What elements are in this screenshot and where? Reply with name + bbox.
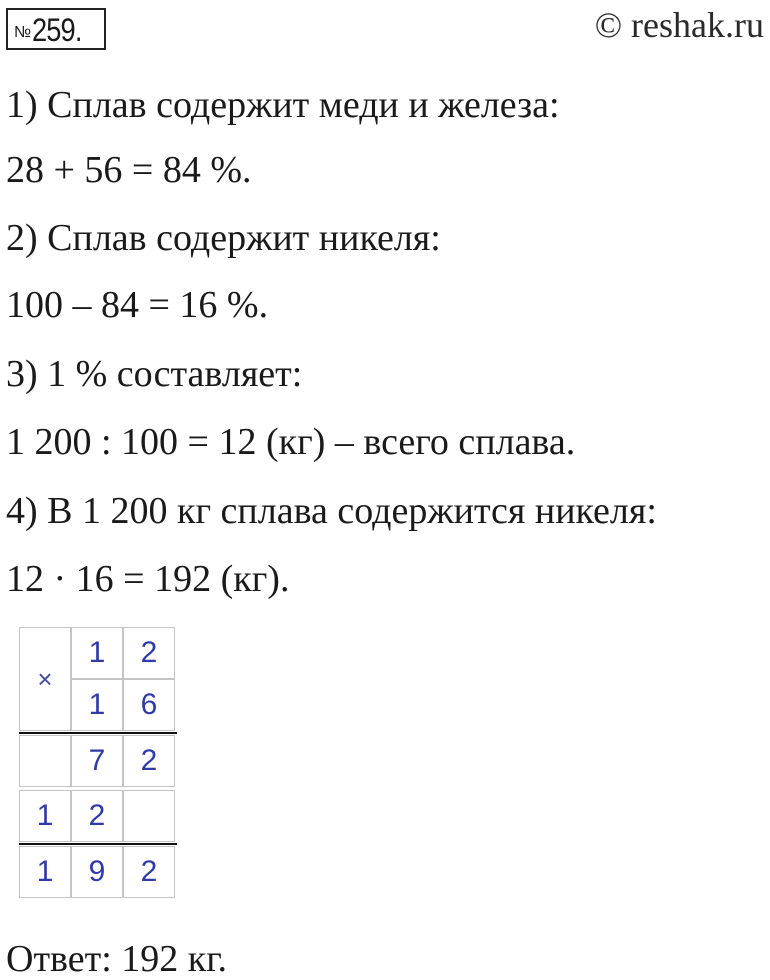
solution-step-3: 3) 1 % составляет: — [6, 353, 303, 395]
solution-calc-4: 12 · 16 = 192 (кг). — [6, 558, 290, 600]
problem-number: 259. — [32, 12, 82, 48]
solution-calc-3: 1 200 : 100 = 12 (кг) – всего сплава. — [6, 421, 576, 463]
digit-cell: 2 — [123, 627, 175, 679]
digit-cell: 2 — [123, 735, 175, 787]
digit-cell: 7 — [71, 735, 123, 787]
answer-text: Ответ: 192 кг. — [6, 938, 228, 980]
digit-cell: 6 — [123, 679, 175, 731]
multiply-operator: × — [19, 627, 71, 731]
problem-number-box — [6, 8, 106, 50]
watermark: © reshak.ru — [594, 5, 764, 45]
solution-step-1: 1) Сплав содержит меди и железа: — [6, 84, 560, 126]
digit-cell: 1 — [19, 846, 71, 898]
sum-line — [19, 843, 177, 845]
solution-step-2: 2) Сплав содержит никеля: — [6, 217, 441, 259]
number-sign: № — [14, 24, 32, 41]
solution-step-4: 4) В 1 200 кг сплава содержится никеля: — [6, 490, 657, 532]
digit-cell: 2 — [123, 846, 175, 898]
digit-cell — [123, 790, 175, 842]
digit-cell: 1 — [71, 627, 123, 679]
digit-cell: 9 — [71, 846, 123, 898]
digit-cell: 2 — [71, 790, 123, 842]
solution-calc-2: 100 – 84 = 16 %. — [6, 284, 269, 326]
digit-cell: 1 — [71, 679, 123, 731]
digit-cell — [19, 735, 71, 787]
product-line — [19, 732, 177, 734]
solution-calc-1: 28 + 56 = 84 %. — [6, 149, 252, 191]
digit-cell: 1 — [19, 790, 71, 842]
